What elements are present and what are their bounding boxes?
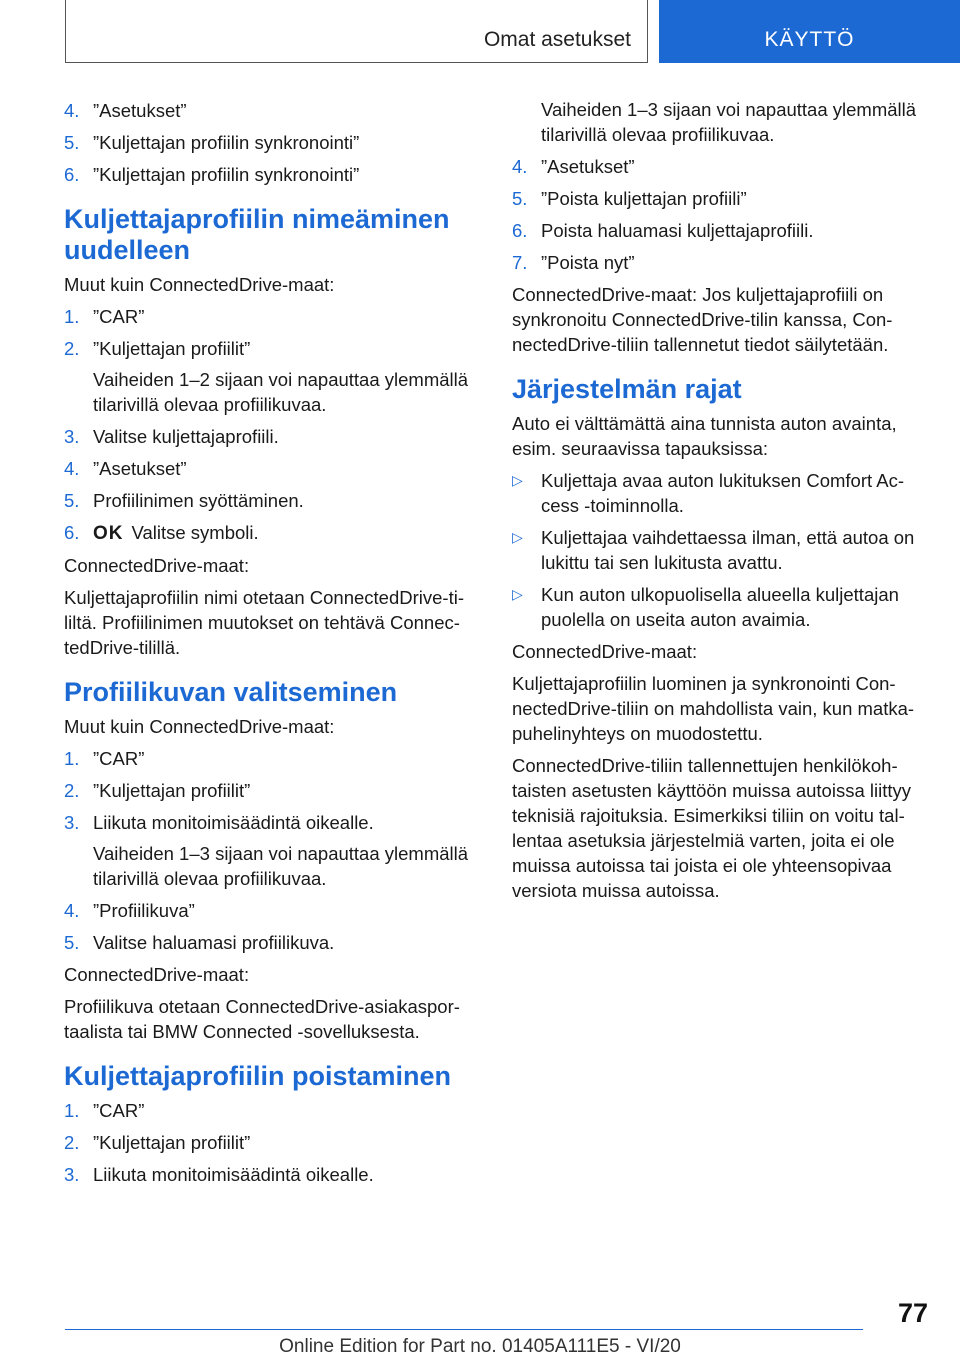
list-item: 1. ”CAR” [64,306,145,327]
list-item: 6. OK Valitse symboli. [64,522,259,544]
list-item: 5. ”Poista kuljettajan profiili” [512,188,747,209]
step-note: Vaiheiden 1–2 sijaan voi napauttaa ylemmällä tilarivillä olevaa profiilikuvaa. [93,369,469,415]
list-item: 1. ”CAR” [64,1100,145,1121]
list-item: 2. ”Kuljettajan profiilit” [64,780,251,801]
footer-divider [65,1329,863,1330]
list-item: 2. ”Kuljettajan profiilit” [64,338,251,359]
section-heading-limits: Järjestelmän rajat [512,374,742,404]
list-item: 4. ”Asetukset” [64,100,187,121]
list-item: 2. ”Kuljettajan profiilit” [64,1132,251,1153]
page-number: 77 [897,1298,928,1328]
paragraph: ConnectedDrive-maat: [64,964,250,985]
paragraph: Kuljettajaprofiilin nimi otetaan ConnectedDrive-tililtä. Profiilinimen muutokset on tehtävä ConnectedDrive-tilillä. [64,587,465,658]
header-section-title: Omat asetukset [483,28,631,51]
bullet-item: ▷ Kun auton ulkopuolisella alueella kuljettajan puolella on useita auton avaimia. [512,584,899,630]
left-column [64,98,480,1194]
paragraph: ConnectedDrive-maat: [64,555,250,576]
section-heading-picture: Profiilikuvan valitseminen [64,677,398,707]
list-item: 4. ”Profiilikuva” [64,900,195,921]
step-note: Vaiheiden 1–3 sijaan voi napauttaa ylemmällä tilarivillä olevaa profiilikuvaa. [541,99,917,145]
list-item: 3. Liikuta monitoimisäädintä oikealle. [64,1164,374,1185]
right-column [512,98,928,910]
list-item: 3. Liikuta monitoimisäädintä oikealle. [64,812,374,833]
list-item: 6. Poista haluamasi kuljettajaprofiili. [512,220,814,241]
triangle-bullet-icon: ▷ [512,529,523,545]
ok-icon: OK [93,523,124,544]
paragraph: Muut kuin ConnectedDrive-maat: [64,716,335,737]
header-section-box [65,0,648,63]
paragraph: Auto ei välttämättä aina tunnista auton avainta, esim. seuraavissa tapauksissa: [512,413,897,459]
section-heading-rename: Kuljettajaprofiilin nimeäminen uudelleen [64,204,450,265]
list-item: 5. Profiilinimen syöttäminen. [64,490,304,511]
paragraph: Profiilikuva otetaan ConnectedDrive-asiakasportaalista tai BMW Connected -sovelluksesta. [64,996,460,1042]
header-chapter-label: KÄYTTÖ [764,28,855,51]
list-item: 1. ”CAR” [64,748,145,769]
bullet-item: ▷ Kuljettajaa vaihdettaessa ilman, että autoa on lukittu tai sen lukitusta avattu. [512,527,915,573]
step-note: Vaiheiden 1–3 sijaan voi napauttaa ylemmällä tilarivillä olevaa profiilikuvaa. [93,843,469,889]
list-item: 5. ”Kuljettajan profiilin synkronointi” [64,132,360,153]
list-item: 4. ”Asetukset” [64,458,187,479]
list-item: 6. ”Kuljettajan profiilin synkronointi” [64,164,360,185]
list-item: 5. Valitse haluamasi profiilikuva. [64,932,335,953]
list-item: 3. Valitse kuljettajaprofiili. [64,426,279,447]
triangle-bullet-icon: ▷ [512,472,523,488]
header-chapter-tab [659,0,960,63]
list-item: 7. ”Poista nyt” [512,252,635,273]
paragraph: Kuljettajaprofiilin luominen ja synkronointi ConnectedDrive-tiliin on mahdollista vain, kun matkapuhelinyhteys on muodostettu. [512,673,915,744]
paragraph: ConnectedDrive-maat: [512,641,698,662]
list-item: 4. ”Asetukset” [512,156,635,177]
triangle-bullet-icon: ▷ [512,586,523,602]
paragraph: ConnectedDrive-maat: Jos kuljettajaprofiili on synkronoitu ConnectedDrive-tilin kanssa, ConnectedDrive-tiliin tallennetut tiedot säilytetään. [512,284,893,355]
footer-edition: Online Edition for Part no. 01405A111E5 - VI/20 [279,1336,681,1357]
paragraph: Muut kuin ConnectedDrive-maat: [64,274,335,295]
section-heading-delete: Kuljettajaprofiilin poistaminen [64,1061,452,1091]
bullet-item: ▷ Kuljettaja avaa auton lukituksen Comfort Access -toiminnolla. [512,470,905,516]
paragraph: ConnectedDrive-tiliin tallennettujen henkilökohtaisten asetusten käyttöön muissa autoissa liittyy teknisiä rajoituksia. Esimerkiksi tiliin on voitu tallentaa asetuksia järjestelmiä varten, joita ei ole muissa autoissa tai joista ei ole yhteensopivaa versiota muissa autoissa. [512,755,911,901]
